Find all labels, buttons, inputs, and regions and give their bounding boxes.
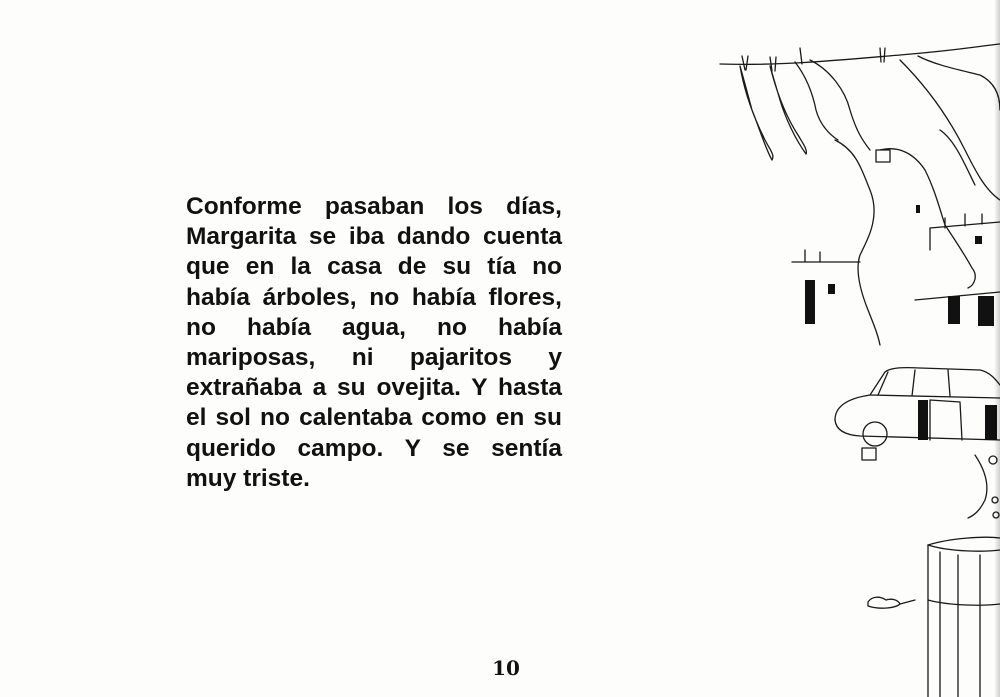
story-line: extrañaba a su ovejita. Y hasta — [186, 374, 562, 402]
car-icon — [835, 368, 1000, 518]
story-line: había árboles, no había flores, — [186, 283, 562, 311]
line-illustration — [700, 0, 1000, 697]
clothesline-icon — [720, 44, 1000, 71]
story-line: muy triste. — [186, 464, 310, 492]
story-paragraph — [186, 192, 562, 494]
barrel-icon — [928, 537, 1000, 697]
story-line: querido campo. Y se sentía — [186, 434, 562, 462]
page-number: 10 — [492, 656, 520, 680]
hanging-laundry-icon — [740, 56, 1000, 345]
story-line: el sol no calentaba como en su — [186, 404, 562, 432]
story-line: no había agua, no había — [186, 313, 562, 341]
story-line: Margarita se iba dando cuenta — [186, 223, 562, 251]
story-line: Conforme pasaban los días, — [186, 193, 562, 220]
cat-icon — [868, 597, 915, 608]
story-line: mariposas, ni pajaritos y — [186, 344, 562, 372]
page-spine-shadow — [994, 0, 1000, 697]
story-line: que en la casa de su tía no — [186, 253, 562, 281]
